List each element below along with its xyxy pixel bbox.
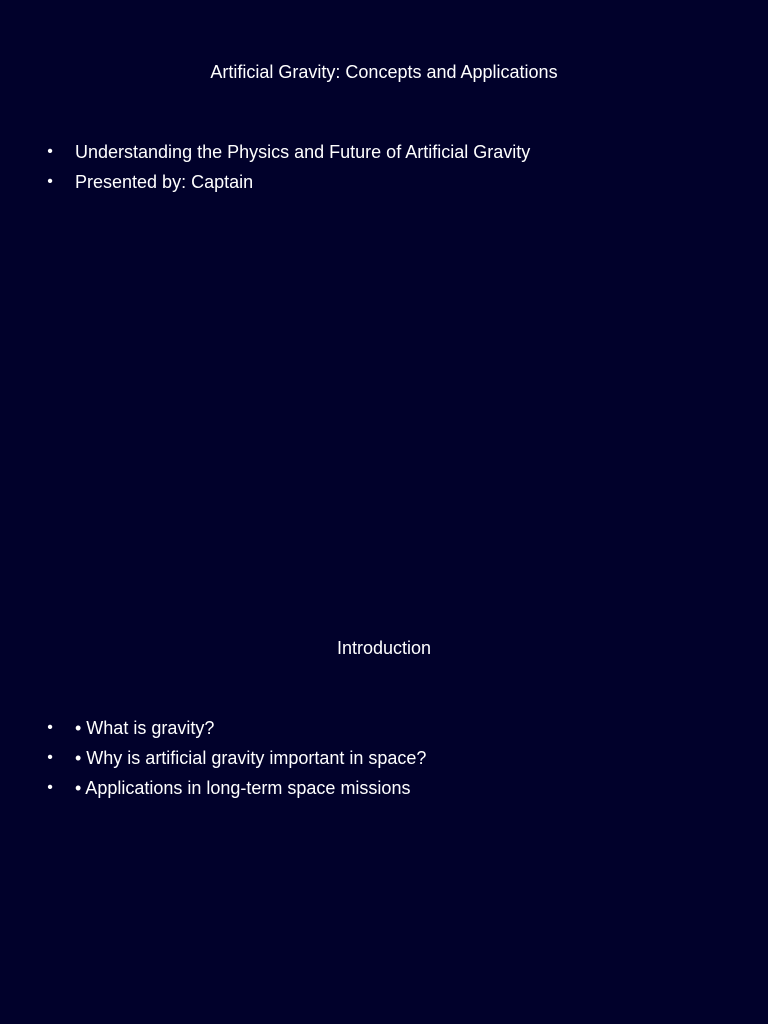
bullet-text: • Why is artificial gravity important in space? [75,748,427,768]
slide-title: Introduction [336,638,432,658]
bullet-icon: • [47,779,53,796]
bullet-text: • What is gravity? [75,718,215,738]
bullet-icon: • [47,719,53,736]
bullet-icon: • [47,143,53,160]
list-item [0,139,768,169]
bullet-text: • Applications in long-term space missions [75,778,411,798]
bullet-text: Presented by: Captain [75,172,254,192]
list-item [0,775,768,805]
list-item [0,169,768,199]
bullet-icon: • [47,173,53,190]
bullet-text: Understanding the Physics and Future of Artificial Gravity [75,142,531,162]
bullet-list [0,715,768,805]
slide-2 [0,576,768,1024]
bullet-icon: • [47,749,53,766]
bullet-list [0,139,768,199]
list-item [0,745,768,775]
slide-title: Artificial Gravity: Concepts and Applications [210,62,558,82]
list-item [0,715,768,745]
